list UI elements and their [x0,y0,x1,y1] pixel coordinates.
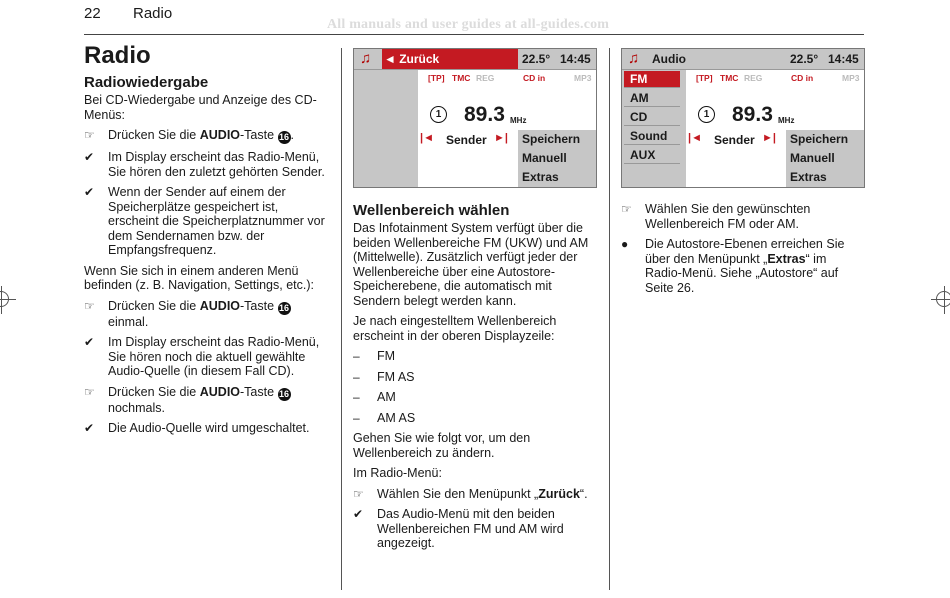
band-aux[interactable]: AUX [624,147,680,164]
menu-option-extras[interactable]: Extras [518,168,596,187]
display-status-bar [622,49,864,70]
menu-item-key: Zurück [538,486,580,501]
step-end: . [290,128,295,142]
menu-item-key: Extras [767,251,806,266]
page-number: 22 [84,5,101,22]
bullet-item [621,237,861,295]
band-name: FM [377,349,396,363]
skip-back-icon[interactable]: |◄ [688,132,702,144]
clock: 14:45 [828,52,859,66]
step-item [353,487,597,502]
skip-forward-icon[interactable]: ►| [494,132,508,144]
step-text: Wählen Sie den gewünschten Wellenbereich FM oder AM. [645,202,811,231]
band-am[interactable]: AM [624,90,680,107]
result-item [84,335,332,379]
bullet-text: Die Autostore-Ebenen erreichen Sie über den Menüpunkt „ [645,237,845,266]
column-1 [84,42,332,442]
pointing-hand-icon: ☞ [84,384,95,399]
step-item [621,202,861,231]
key-suffix: -Taste [240,128,275,142]
temperature: 22.5° [790,52,819,66]
step-item [84,299,332,330]
bullet-dot-icon: ● [621,237,629,251]
step-end: einmal. [108,314,149,329]
mp3-indicator: MP3 [842,73,860,83]
audio-menu-title: Audio [652,52,686,66]
bullet-text-end: “ im Radio-Menü. Siehe „Autostore“ auf Seite 26. [645,251,839,295]
registration-mark-right [936,291,950,307]
dash-marker: – [353,410,360,425]
dash-marker: – [353,369,360,384]
checkmark-icon: ✔ [84,150,95,164]
band-list-item [353,411,597,426]
header-rule [84,34,864,35]
result-item [353,507,597,551]
pointing-hand-icon: ☞ [84,128,95,142]
pointing-hand-icon: ☞ [621,202,632,216]
result-item [84,421,332,436]
tp-indicator: [TP] [696,73,713,83]
music-note-icon: ♫ [360,50,372,67]
step-text: Drücken Sie die [108,384,197,399]
audio-key-label: AUDIO [199,384,241,399]
menu-option-speichern[interactable]: Speichern [518,130,596,149]
tmc-indicator: TMC [720,73,739,83]
band-fm[interactable]: FM [624,71,680,88]
band-list-item [353,370,597,385]
paragraph-display-line: Je nach eingestelltem Wellenbereich erscheint in der oberen Displayzeile: [353,314,557,343]
band-name: AM [377,390,396,404]
result-text: Die Audio-Quelle wird umgeschaltet. [108,421,310,435]
step-item [84,128,332,144]
paragraph-other-menu: Wenn Sie sich in einem anderen Menü befinden (z. B. Navigation, Settings, etc.): [84,263,314,292]
band-name: AM AS [377,410,416,425]
radio-menu-display [353,48,597,188]
preset-number: 1 [698,106,715,123]
reg-indicator: REG [476,73,495,83]
watermark: All manuals and user guides at all-guides.com [327,17,610,32]
intro-text: Bei CD-Wiedergabe und Anzeige des CD-Menüs: [84,93,317,122]
step-text: Drücken Sie die [108,298,197,313]
step-text: Drücken Sie die [108,128,197,142]
key-number-badge: 16 [279,302,290,313]
result-item [84,185,332,258]
section-heading-radiowiedergabe: Radiowiedergabe [84,74,209,91]
audio-key-label: AUDIO [199,298,241,313]
band-list-item [353,349,597,364]
checkmark-icon: ✔ [353,507,364,521]
result-text: Wenn der Sender auf einem der Speicherplätze gespeichert ist, erscheint die Speicherplatznummer vor dem Sendernamen bzw. der Empfangsfrequenz. [108,185,325,257]
registration-mark-left [0,291,9,307]
sender-label: Sender [446,133,487,147]
band-sound[interactable]: Sound [624,128,680,145]
key-number-badge: 16 [279,388,290,399]
chapter-title: Radio [133,5,173,22]
column-divider-1 [341,48,342,590]
audio-menu-display [621,48,865,188]
menu-option-extras[interactable]: Extras [786,168,864,187]
step-text: Wählen Sie den Menüpunkt „ [377,486,539,501]
frequency-unit: MHz [778,116,795,125]
mp3-indicator: MP3 [574,73,592,83]
frequency-unit: MHz [510,116,527,125]
band-list-item [353,390,597,405]
skip-back-icon[interactable]: |◄ [420,132,434,144]
cd-in-indicator: CD in [523,73,546,83]
frequency: 89.3 [464,103,505,126]
paragraph-bands: Das Infotainment System verfügt über die beiden Wellenbereiche FM (UKW) und AM (Mittelwelle). Zusätzlich verfügt jeder der Wellenbereiche über eine Autostore-Speicherebene, die automatisch mit Sendern belegt werden kann. [353,221,589,308]
result-text: Das Audio-Menü mit den beiden Wellenbereichen FM und AM wird angezeigt. [377,507,564,550]
checkmark-icon: ✔ [84,185,95,199]
menu-option-manuell[interactable]: Manuell [786,149,864,168]
key-number-badge: 16 [279,132,290,142]
music-note-icon: ♫ [628,50,640,67]
paragraph-procedure: Gehen Sie wie folgt vor, um den Wellenbereich zu ändern. [353,431,531,460]
section-heading-wellenbereich: Wellenbereich wählen [353,202,510,219]
dash-marker: – [353,390,360,404]
page-title: Radio [84,42,151,69]
reg-indicator: REG [744,73,763,83]
tmc-indicator: TMC [452,73,471,83]
cd-in-indicator: CD in [791,73,814,83]
temperature: 22.5° [522,52,551,66]
skip-forward-icon[interactable]: ►| [762,132,776,144]
tp-indicator: [TP] [428,73,445,83]
back-button[interactable]: ◄ Zurück [382,49,518,69]
column-2 [353,202,597,557]
paragraph-in-radio-menu: Im Radio-Menü: [353,466,442,480]
key-suffix: -Taste [240,384,275,399]
dash-marker: – [353,349,360,363]
sender-label: Sender [714,133,755,147]
step-end: “. [579,486,588,501]
result-text: Im Display erscheint das Radio-Menü, Sie hören den zuletzt gehörten Sender. [108,150,325,179]
result-item [84,150,332,179]
preset-number: 1 [430,106,447,123]
menu-option-manuell[interactable]: Manuell [518,149,596,168]
column-divider-2 [609,48,610,590]
frequency: 89.3 [732,103,773,126]
menu-option-speichern[interactable]: Speichern [786,130,864,149]
checkmark-icon: ✔ [84,335,95,349]
step-item [84,385,332,416]
pointing-hand-icon: ☞ [84,298,95,313]
display-side-panel [354,70,418,187]
band-cd[interactable]: CD [624,109,680,126]
key-suffix: -Taste [240,298,275,313]
pointing-hand-icon: ☞ [353,486,364,501]
band-name: FM AS [377,369,415,384]
checkmark-icon: ✔ [84,421,95,435]
audio-key-label: AUDIO [199,128,241,142]
display-status-bar [354,49,596,70]
step-end: nochmals. [108,400,165,415]
column-3 [621,202,861,301]
clock: 14:45 [560,52,591,66]
result-text: Im Display erscheint das Radio-Menü, Sie hören noch die aktuell gewählte Audio-Quelle (in diesem Fall CD). [108,335,320,378]
